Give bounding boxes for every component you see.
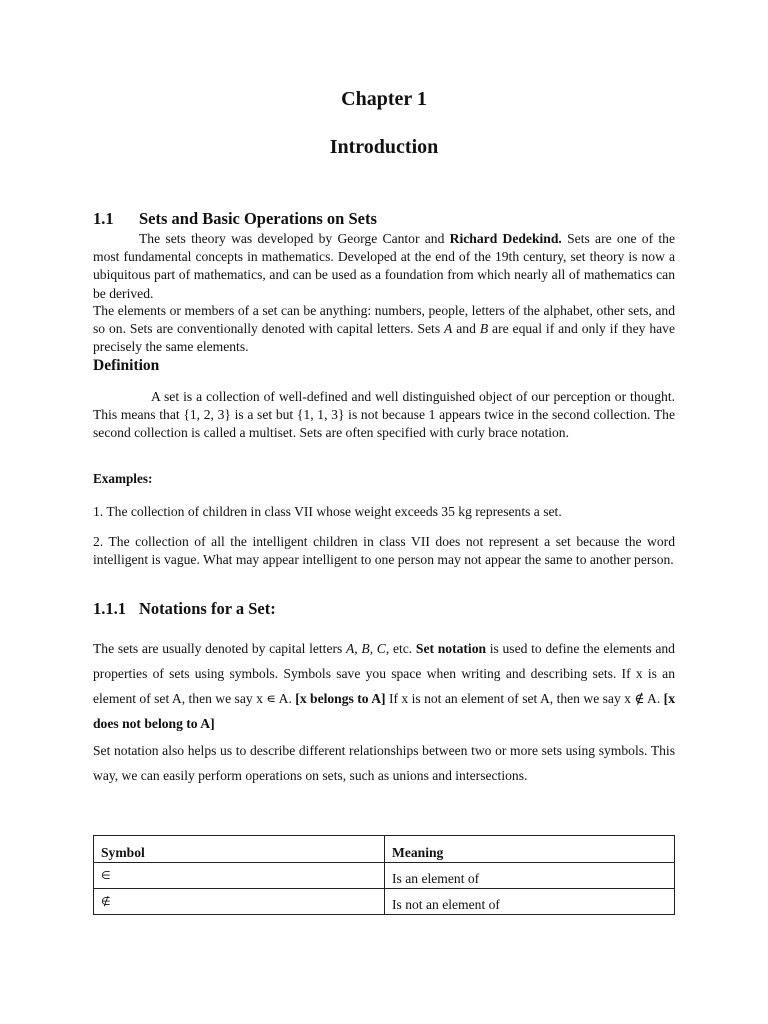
- relationships-paragraph: Set notation also helps us to describe different relationships between two or more sets using symbols. This way, we can easily perform operations on sets, such as unions and intersections.: [93, 743, 675, 783]
- section-title: Sets and Basic Operations on Sets: [139, 209, 377, 228]
- notation-bold-belongs: [x belongs to A]: [295, 691, 386, 706]
- example-item-2: 2. The collection of all the intelligent children in class VII does not represent a set because the word intelligent is vague. What may appear intelligent to one person may not appear the same to another person.: [93, 534, 675, 567]
- intro-text-a: The sets theory was developed by George Cantor and: [139, 231, 450, 246]
- notation-paragraph: [93, 636, 675, 736]
- elements-text-a: The elements or members of a set can be anything: numbers, people, letters of the alphabet, other sets, and so on. Sets are conventionally denoted with capital letters. Sets: [93, 303, 675, 337]
- notation-text-d: If x is not an element of set A, then we say x ∉ A.: [385, 691, 664, 706]
- chapter-title: Introduction: [329, 136, 439, 158]
- elements-paragraph: [93, 302, 675, 357]
- var-a: A: [444, 321, 453, 337]
- subsection-title: Notations for a Set:: [139, 599, 276, 618]
- examples-heading: Examples:: [93, 471, 153, 486]
- notation-bold-term: Set notation: [415, 641, 487, 656]
- symbol-table: [93, 835, 675, 915]
- table-cell-meaning: Is an element of: [385, 863, 675, 889]
- element-of-symbol: ∈: [94, 863, 385, 889]
- notation-vars: A, B, C,: [346, 641, 390, 656]
- definition-heading: Definition: [93, 357, 160, 374]
- table-row: [94, 863, 675, 889]
- notation-text-b: etc.: [389, 641, 416, 656]
- table-header-meaning: Meaning: [385, 836, 675, 863]
- table-row: [94, 889, 675, 915]
- intro-bold-name: Richard Dedekind.: [449, 231, 562, 246]
- intro-text-b: Sets are one of the most fundamental concepts in mathematics. Developed at the end of the 19th century, set theory is now a ubiquitous part of mathematics, and can be used as a foundation from which nearly all of mathematics can be derived.: [93, 231, 675, 301]
- var-b: B: [479, 321, 489, 337]
- elements-text-c: are equal if and only if they have precisely the same elements.: [93, 321, 675, 355]
- definition-text: A set is a collection of well-defined and well distinguished object of our perception or thought. This means that {1, 2, 3} is a set but {1, 1, 3} is not because 1 appears twice in the second collection. The second collection is called a multiset. Sets are often specified with curly brace notation.: [93, 389, 675, 441]
- example-item-1: 1. The collection of children in class VII whose weight exceeds 35 kg represents a set.: [93, 504, 562, 519]
- notation-text-a: The sets are usually denoted by capital letters: [93, 641, 346, 656]
- definition-paragraph: [93, 388, 675, 443]
- intro-paragraph: [93, 230, 675, 303]
- notation-bold-not-belongs: [x does not belong to A]: [93, 691, 675, 731]
- table-header-row: [94, 836, 675, 863]
- subsection-heading: [93, 599, 276, 619]
- table-cell-meaning: Is not an element of: [385, 889, 675, 915]
- table-header-symbol: Symbol: [94, 836, 385, 863]
- section-heading: [93, 209, 377, 229]
- elements-text-b: and: [452, 321, 480, 337]
- not-element-of-symbol: ∉: [94, 889, 385, 915]
- notation-text-c: is used to define the elements and properties of sets using symbols. Symbols save you space when writing and describing sets. If x is an element of set A, then we say x ∊ A.: [93, 641, 675, 706]
- section-number: 1.1: [93, 209, 114, 228]
- chapter-label: Chapter 1: [341, 88, 427, 110]
- subsection-number: 1.1.1: [93, 599, 126, 618]
